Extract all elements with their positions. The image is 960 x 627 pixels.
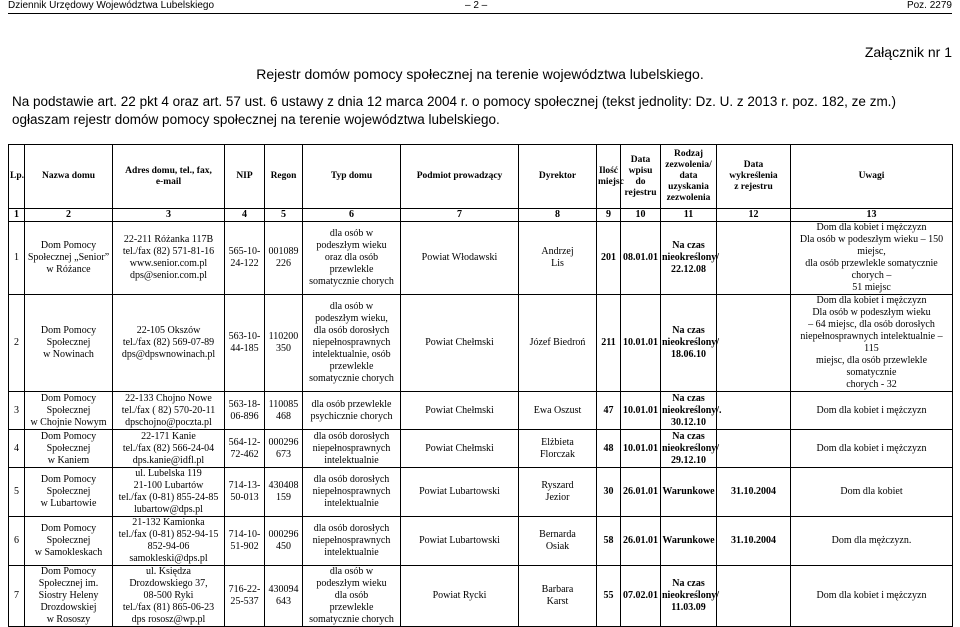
row-director: Ryszard Jezior bbox=[519, 468, 597, 517]
row-regon: 110085 468 bbox=[265, 392, 303, 430]
row-director: Elżbieta Florczak bbox=[519, 430, 597, 468]
column-number: 9 bbox=[597, 209, 621, 222]
row-places: 48 bbox=[597, 430, 621, 468]
row-entity: Powiat Włodawski bbox=[401, 222, 519, 295]
row-entity: Powiat Chełmski bbox=[401, 392, 519, 430]
row-lp: 6 bbox=[9, 517, 25, 566]
col-places-header: Ilość miejsc bbox=[597, 145, 621, 209]
row-permit: Na czas nieokreślony/ 22.12.08 bbox=[661, 222, 717, 295]
row-entry-date: 10.01.01 bbox=[621, 430, 661, 468]
row-entity: Powiat Rycki bbox=[401, 566, 519, 627]
row-entity: Powiat Chełmski bbox=[401, 295, 519, 392]
row-places: 55 bbox=[597, 566, 621, 627]
column-number: 13 bbox=[791, 209, 953, 222]
row-lp: 7 bbox=[9, 566, 25, 627]
row-type: dla osób w podeszłym wieku, dla osób dorosłych niepełnosprawnych intelektualnie, osób przewlekle somatycznie chorych bbox=[303, 295, 401, 392]
row-nip: 714-13- 50-013 bbox=[225, 468, 265, 517]
row-nip: 565-10- 24-122 bbox=[225, 222, 265, 295]
row-address: ul. Lubelska 119 21-100 Lubartów tel./fax (0-81) 855-24-85 lubartow@dps.pl bbox=[113, 468, 225, 517]
col-director-header: Dyrektor bbox=[519, 145, 597, 209]
row-permit: Na czas nieokreślony/ 29.12.10 bbox=[662, 430, 720, 466]
row-removal-date bbox=[717, 222, 791, 295]
register-table bbox=[8, 144, 953, 627]
row-entry-date: 08.01.01 bbox=[621, 222, 661, 295]
row-name: Dom Pomocy Społecznej w Lubartowie bbox=[25, 468, 113, 517]
row-entry-date: 10.01.01 bbox=[621, 392, 661, 430]
row-permit: Warunkowe bbox=[661, 517, 717, 566]
column-number: 4 bbox=[225, 209, 265, 222]
row-regon: 000296 450 bbox=[265, 517, 303, 566]
col-notes-header: Uwagi bbox=[791, 145, 953, 209]
page-header bbox=[0, 0, 960, 12]
row-regon: 430094 643 bbox=[265, 566, 303, 627]
column-number: 2 bbox=[25, 209, 113, 222]
column-number-row bbox=[9, 209, 953, 222]
row-director: Józef Biedroń bbox=[519, 295, 597, 392]
column-number: 6 bbox=[303, 209, 401, 222]
row-places: 30 bbox=[597, 468, 621, 517]
row-places: 47 bbox=[597, 392, 621, 430]
row-entity: Powiat Chełmski bbox=[401, 430, 519, 468]
row-type: dla osób dorosłych niepełnosprawnych intelektualnie bbox=[303, 468, 401, 517]
row-notes: Dom dla mężczyzn. bbox=[791, 517, 953, 566]
col-regon-header: Regon bbox=[265, 145, 303, 209]
row-name: Dom Pomocy Społecznej w Kaniem bbox=[25, 430, 113, 468]
row-nip: 564-12- 72-462 bbox=[225, 430, 265, 468]
table-row bbox=[9, 392, 953, 430]
header-divider bbox=[8, 13, 952, 14]
row-places: 201 bbox=[597, 222, 621, 295]
row-entity: Powiat Lubartowski bbox=[401, 517, 519, 566]
row-regon: 000296 673 bbox=[265, 430, 303, 468]
column-number: 3 bbox=[113, 209, 225, 222]
row-type: dla osób dorosłych niepełnosprawnych intelektualnie bbox=[303, 517, 401, 566]
table-row bbox=[9, 295, 953, 392]
col-entity-header: Podmiot prowadzący bbox=[401, 145, 519, 209]
row-nip: 716-22- 25-537 bbox=[225, 566, 265, 627]
row-lp: 4 bbox=[9, 430, 25, 468]
row-notes: Dom dla kobiet i mężczyzn bbox=[791, 430, 953, 468]
col-type-header: Typ domu bbox=[303, 145, 401, 209]
row-permit: Na czas nieokreślony/ 11.03.09 bbox=[661, 566, 717, 627]
row-nip: 714-10- 51-902 bbox=[225, 517, 265, 566]
row-entry-date: 26.01.01 bbox=[621, 517, 661, 566]
row-director: Bernarda Osiak bbox=[519, 517, 597, 566]
row-address: 22-133 Chojno Nowe tel./fax ( 82) 570-20-11 dpschojno@poczta.pl bbox=[113, 392, 225, 430]
row-director: Barbara Karst bbox=[519, 566, 597, 627]
page-number: – 2 – bbox=[465, 0, 488, 11]
row-removal-date bbox=[717, 430, 791, 468]
row-name: Dom Pomocy Społecznej „Senior” w Różance bbox=[25, 222, 113, 295]
intro-line-2: ogłaszam rejestr domów pomocy społecznej na terenie województwa lubelskiego. bbox=[12, 112, 500, 127]
position-number: Poz. 2279 bbox=[906, 0, 952, 11]
row-permit: Warunkowe bbox=[661, 468, 717, 517]
row-type: dla osób dorosłych niepełnosprawnych intelektualnie bbox=[303, 430, 401, 468]
row-entry-date: 26.01.01 bbox=[621, 468, 661, 517]
table-row bbox=[9, 517, 953, 566]
column-number: 11 bbox=[661, 209, 717, 222]
col-name-header: Nazwa domu bbox=[25, 145, 113, 209]
row-regon: 110200 350 bbox=[265, 295, 303, 392]
row-notes: Dom dla kobiet bbox=[791, 468, 953, 517]
table-row bbox=[9, 566, 953, 627]
col-nip-header: NIP bbox=[225, 145, 265, 209]
row-lp: 2 bbox=[9, 295, 25, 392]
col-entry-date-header: Data wpisu do rejestru bbox=[621, 145, 661, 209]
row-permit: Na czas nieokreślony/ 18.06.10 bbox=[661, 295, 717, 392]
row-type: dla osób w podeszłym wieku dla osób przewlekle somatycznie chorych bbox=[303, 566, 401, 627]
row-name: Dom Pomocy Społecznej im. Siostry Heleny Drozdowskiej w Rososzy bbox=[25, 566, 113, 627]
row-removal-date bbox=[717, 392, 791, 430]
row-nip: 563-18- 06-896 bbox=[225, 392, 265, 430]
row-removal-date: 31.10.2004 bbox=[717, 468, 791, 517]
row-lp: 3 bbox=[9, 392, 25, 430]
intro-line-1: Na podstawie art. 22 pkt 4 oraz art. 57 ust. 6 ustawy z dnia 12 marca 2004 r. o pomocy społecznej (tekst jednolity: Dz. U. z 2013 r. poz. 182, ze zm.) bbox=[12, 94, 896, 109]
row-removal-date bbox=[717, 295, 791, 392]
column-number: 12 bbox=[717, 209, 791, 222]
row-entry-date: 07.02.01 bbox=[621, 566, 661, 627]
row-address: ul. Księdza Drozdowskiego 37, 08-500 Ryki tel./fax (81) 865-06-23 dps rososz@wp.pl bbox=[113, 566, 225, 627]
row-name: Dom Pomocy Społecznej w Samokleskach bbox=[25, 517, 113, 566]
row-director: Ewa Oszust bbox=[519, 392, 597, 430]
row-notes: Dom dla kobiet i mężczyzn Dla osób w podeszłym wieku – 64 miejsc, dla osób dorosłych niepełnosprawnych intelektualnie – 115 miejsc, dla osób przewlekle somatycznie chorych - 32 bbox=[791, 295, 953, 392]
row-director: Andrzej Lis bbox=[519, 222, 597, 295]
row-address: 22-171 Kanie tel./fax (82) 566-24-04 dps.kanie@idfl.pl bbox=[113, 430, 225, 468]
row-lp: 1 bbox=[9, 222, 25, 295]
row-lp: 5 bbox=[9, 468, 25, 517]
table-row bbox=[9, 222, 953, 295]
table-row bbox=[9, 468, 953, 517]
row-removal-date: 31.10.2004 bbox=[717, 517, 791, 566]
column-number: 7 bbox=[401, 209, 519, 222]
column-number: 1 bbox=[9, 209, 25, 222]
row-places: 211 bbox=[597, 295, 621, 392]
column-number: 10 bbox=[621, 209, 661, 222]
row-name: Dom Pomocy Społecznej w Chojnie Nowym bbox=[25, 392, 113, 430]
table-header-row bbox=[9, 145, 953, 209]
table-row bbox=[9, 430, 953, 468]
col-removal-date-header: Data wykreślenia z rejestru bbox=[717, 145, 791, 209]
row-places: 58 bbox=[597, 517, 621, 566]
col-permit-header: Rodzaj zezwolenia/ data uzyskania zezwolenia bbox=[661, 145, 717, 209]
row-notes: Dom dla kobiet i mężczyzn bbox=[791, 566, 953, 627]
row-notes: Dom dla kobiet i mężczyzn Dla osób w podeszłym wieku – 150 miejsc, dla osób przewlekle somatycznie chorych – 51 miejsc bbox=[791, 222, 953, 295]
col-address-header: Adres domu, tel., fax, e-mail bbox=[113, 145, 225, 209]
row-name: Dom Pomocy Społecznej w Nowinach bbox=[25, 295, 113, 392]
column-number: 5 bbox=[265, 209, 303, 222]
col-lp-header: Lp. bbox=[9, 145, 25, 209]
document-title: Rejestr domów pomocy społecznej na terenie województwa lubelskiego. bbox=[256, 66, 704, 82]
row-removal-date bbox=[717, 566, 791, 627]
column-number: 8 bbox=[519, 209, 597, 222]
row-type: dla osób w podeszłym wieku oraz dla osób przewlekle somatycznie chorych bbox=[303, 222, 401, 295]
row-notes: Dom dla kobiet i mężczyzn bbox=[791, 392, 953, 430]
row-regon: 001089 226 bbox=[265, 222, 303, 295]
row-permit: Na czas nieokreślony/. 30.12.10 bbox=[662, 392, 722, 428]
journal-title: Dziennik Urzędowy Województwa Lubelskiego bbox=[8, 0, 215, 11]
row-entity: Powiat Lubartowski bbox=[401, 468, 519, 517]
row-entry-date: 10.01.01 bbox=[621, 295, 661, 392]
annex-label: Załącznik nr 1 bbox=[864, 44, 952, 60]
row-address: 22-211 Różanka 117B tel./fax (82) 571-81-16 www.senior.com.pl dps@senior.com.pl bbox=[113, 222, 225, 295]
row-nip: 563-10- 44-185 bbox=[225, 295, 265, 392]
row-address: 21-132 Kamionka tel./fax (0-81) 852-94-15 852-94-06 samokleski@dps.pl bbox=[113, 517, 225, 566]
row-regon: 430408 159 bbox=[265, 468, 303, 517]
row-address: 22-105 Okszów tel./fax (82) 569-07-89 dps@dpswnowinach.pl bbox=[113, 295, 225, 392]
row-type: dla osób przewlekle psychicznie chorych bbox=[303, 392, 401, 430]
